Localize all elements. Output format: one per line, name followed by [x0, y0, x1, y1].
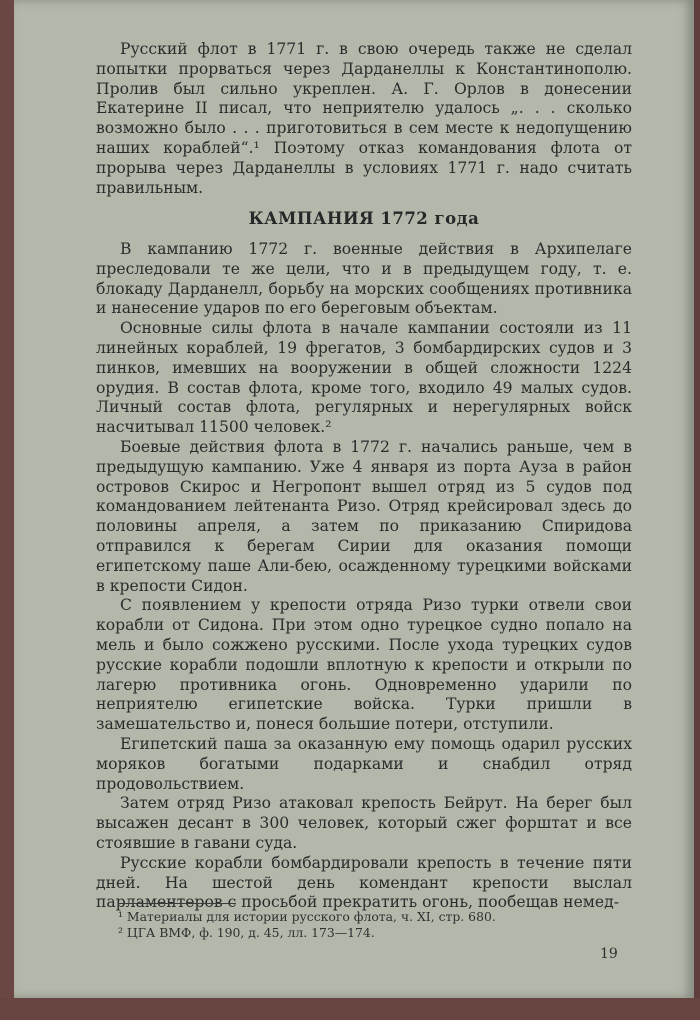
footnote-2: ² ЦГА ВМФ, ф. 190, д. 45, лл. 173—174.	[118, 925, 375, 940]
paragraph-campaign-goals: В кампанию 1772 г. военные действия в Архипелаге преследовали те же цели, что и в предыдущем году, т. е. блокаду Дарданелл, борьбу на морских сообщениях противника и нанесение ударов по его береговым объектам.	[96, 240, 632, 318]
book-cover-bottom	[0, 998, 700, 1020]
paragraph-egyptian-pasha: Египетский паша за оказанную ему помощь одарил русских моряков богатыми подарками и снабдил отряд продовольствием.	[96, 734, 632, 793]
footnotes	[118, 909, 588, 941]
paragraph-sidon: С появлением у крепости отряда Ризо турки отвели свои корабли от Сидона. При этом одно турецкое судно попало на мель и было сожжено русскими. После ухода турецких судов русские корабли подошли вплотную к крепости и открыли по лагерю противника огонь. Одновременно ударили по неприятелю египетские войска. Турки пришли в замешательство и, понеся большие потери, отступили.	[96, 596, 632, 734]
paragraph-intro-block	[96, 40, 632, 198]
footnote-1: ¹ Материалы для истории русского флота, ч. XI, стр. 680.	[118, 909, 496, 924]
paragraph-bombardment: Русские корабли бомбардировали крепость в течение пяти дней. На шестой день комендант крепости выслал парламентеров с просьбой прекратить огонь, пообещав немед-	[96, 853, 632, 912]
book-cover-edge	[0, 0, 14, 1020]
paragraph-fleet-forces: Основные силы флота в начале кампании состояли из 11 линейных кораблей, 19 фрегатов, 3 бомбардирских судов и 3 пинков, имевших на вооружении в общей сложности 1224 орудия. В состав флота, кроме того, входило 49 малых судов. Личный состав флота, регулярных и нерегулярных войск насчитывал 11500 человек.²	[96, 319, 632, 437]
paragraph-beirut: Затем отряд Ризо атаковал крепость Бейрут. На берег был высажен десант в 300 человек, который сжег форштат и все стоявшие в гавани суда.	[96, 794, 632, 852]
paragraph-intro: Русский флот в 1771 г. в свою очередь также не сделал попытки прорваться через Дарданеллы к Константинополю. Пролив был сильно укреплен. А. Г. Орлов в донесении Екатерине II писал, что неприятелю удалось „. . . сколько возможно было . . . приготовиться в сем месте к недопущению наших кораблей“.¹ Поэтому отказ командования флота от прорыва через Дарданеллы в условиях 1771 г. надо считать правильным.	[96, 40, 632, 197]
main-text-block	[96, 240, 632, 913]
page-number: 19	[600, 946, 618, 962]
footnote-divider	[118, 903, 236, 904]
section-title: КАМПАНИЯ 1772 года	[248, 209, 480, 228]
paragraph-early-actions: Боевые действия флота в 1772 г. начались раньше, чем в предыдущую кампанию. Уже 4 января из порта Ауза в район островов Скирос и Негропонт вышел отряд из 5 судов под командованием лейтенанта Ризо. Отряд крейсировал здесь до половины апреля, а затем по приказанию Спиридова отправился к берегам Сирии для оказания помощи египетскому паше Али-бею, осажденному турецкими войсками в крепости Сидон.	[96, 437, 632, 595]
